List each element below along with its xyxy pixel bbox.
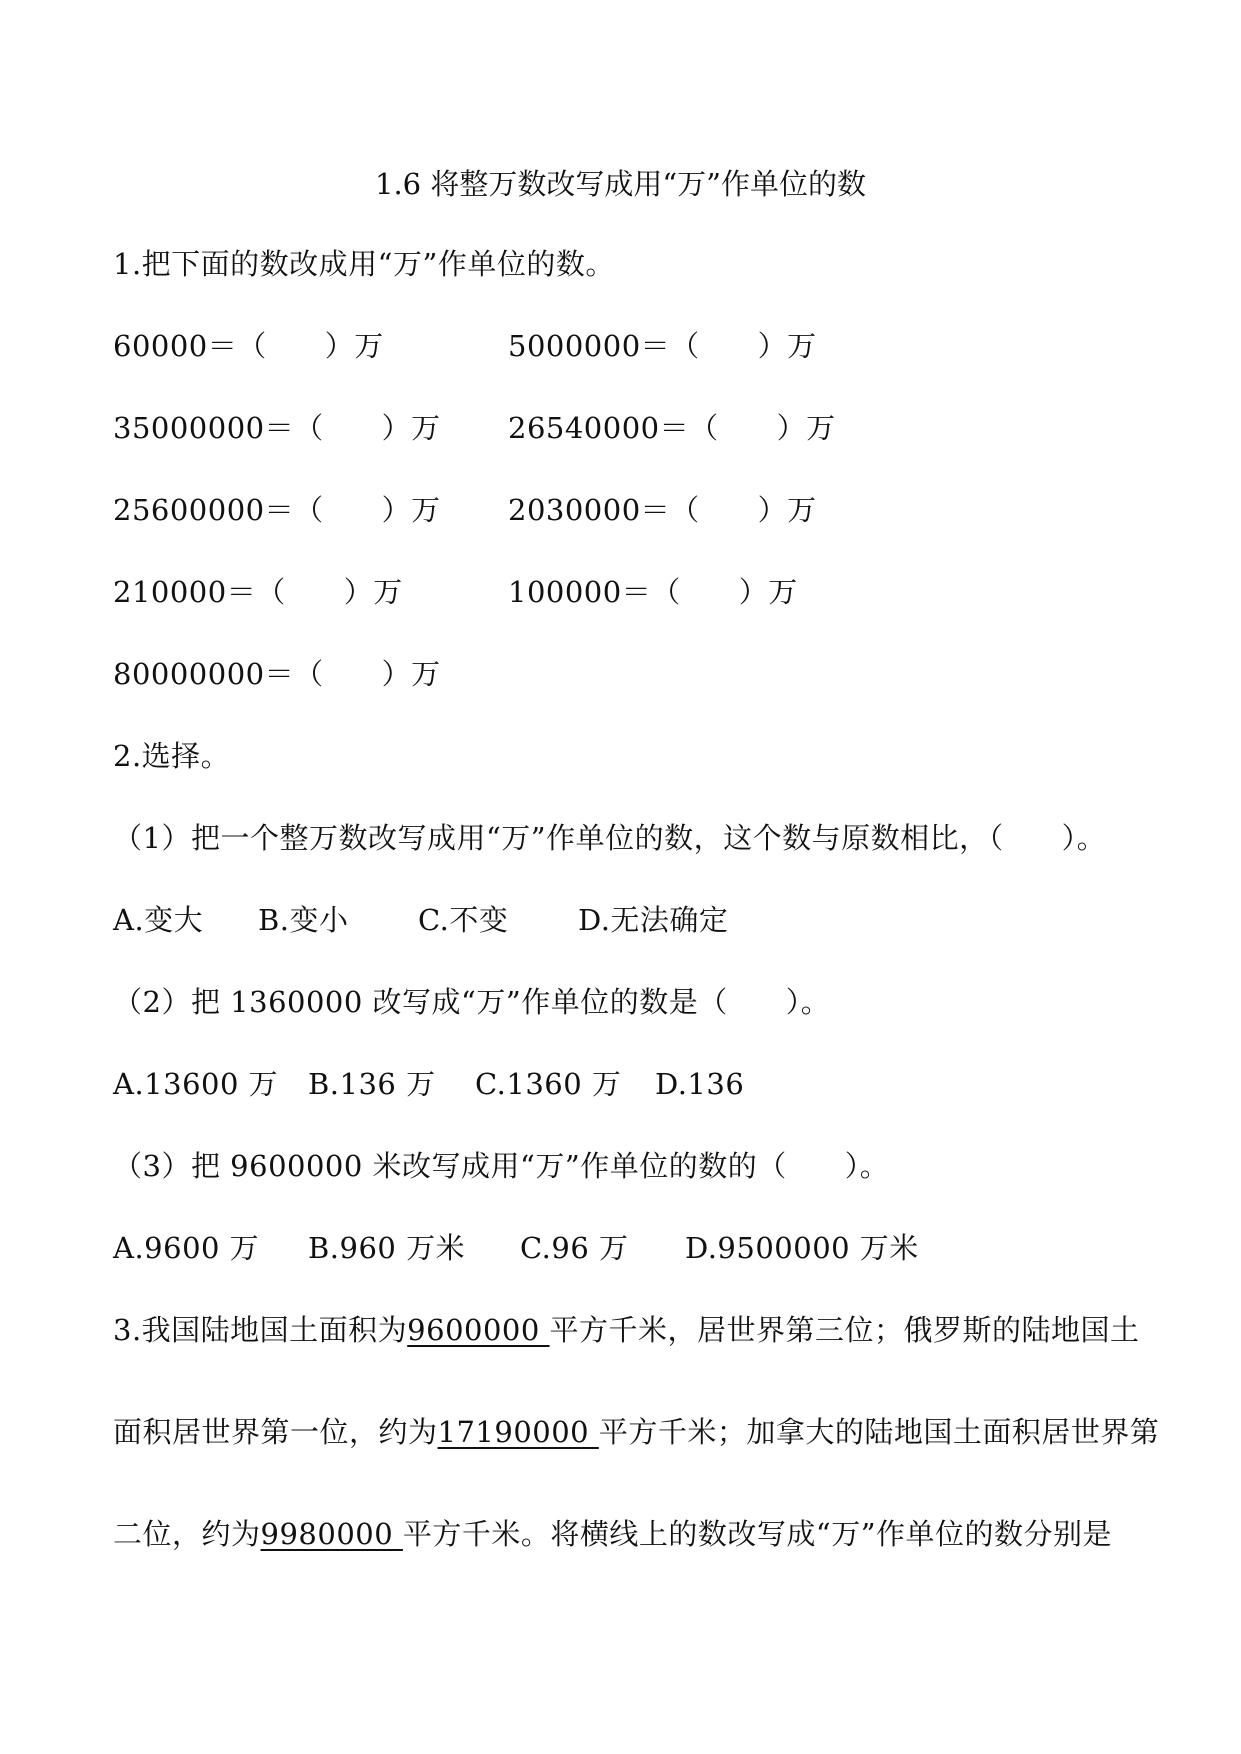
option-a[interactable]: A.13600 万 [113,1067,279,1101]
q1-row-4-left-end: ）万 [343,575,403,609]
q3-line-2 [113,1414,1159,1450]
q2-item-1-stem [113,820,1106,856]
option-b[interactable]: B.136 万 [308,1067,436,1101]
q1-row-4 [113,574,798,610]
q1-row-3-right [508,492,817,528]
option-b[interactable]: B.变小 [258,903,349,937]
q1-row-1-left: 60000＝（ [113,329,267,363]
q2-item-2-stem-text: （2）把 1360000 改写成“万”作单位的数是（ [113,985,728,1019]
option-c[interactable]: C.不变 [418,903,509,937]
q2-item-2-options [113,1066,744,1102]
underlined-number: 17190000 [437,1415,599,1449]
q2-item-3-stem-end: ）。 [844,1149,890,1183]
q1-row-3-right-end: ）万 [757,493,817,527]
q2-item-3-stem-text: （3）把 9600000 米改写成用“万”作单位的数的（ [113,1149,787,1183]
q2-item-2-stem-end: ）。 [785,985,831,1019]
q1-row-2-left-end: ）万 [381,411,441,445]
q1-row-5-left-end: ）万 [381,657,441,691]
underlined-number: 9980000 [260,1517,403,1551]
option-d[interactable]: D.136 [655,1067,745,1101]
q1-row-5 [113,656,441,692]
q3-line-1 [113,1312,1140,1348]
q1-row-3-right-text: 2030000＝（ [508,493,700,527]
option-a[interactable]: A.变大 [113,903,204,937]
q2-item-2-stem [113,984,830,1020]
q2-item-1-options [113,902,728,938]
q3-line-3 [113,1516,1112,1552]
q3-text: 3.我国陆地国土面积为 [113,1313,408,1347]
q1-row-1-left-end: ）万 [324,329,384,363]
q1-row-2 [113,410,836,446]
q2-item-3-options [113,1230,919,1266]
option-c[interactable]: C.96 万 [520,1231,629,1265]
q1-row-1-right-text: 5000000＝（ [508,329,700,363]
page-title: 1.6 将整万数改写成用“万”作单位的数 [375,167,866,201]
q2-item-3-stem [113,1148,889,1184]
q1-row-1 [113,328,817,364]
option-d[interactable]: D.9500000 万米 [685,1231,919,1265]
q3-text: 二位，约为 [113,1517,261,1551]
q2-heading: 2.选择。 [113,739,231,773]
q1-row-3 [113,492,817,528]
option-b[interactable]: B.960 万米 [308,1231,466,1265]
q3-text: 平方千米。将横线上的数改写成“万”作单位的数分别是 [402,1517,1113,1551]
q1-row-5-left: 80000000＝（ [113,657,324,691]
q1-row-2-right-end: ）万 [776,411,836,445]
option-d[interactable]: D.无法确定 [578,903,729,937]
option-c[interactable]: C.1360 万 [475,1067,622,1101]
q1-heading: 1.把下面的数改成用“万”作单位的数。 [113,247,615,281]
q1-row-1-right [508,328,817,364]
q1-row-2-right [508,410,836,446]
q2-item-1-stem-end: ）。 [1061,821,1107,855]
underlined-number: 9600000 [407,1313,550,1347]
q3-text: 平方千米，居世界第三位；俄罗斯的陆地国土 [549,1313,1140,1347]
q3-text: 面积居世界第一位，约为 [113,1415,438,1449]
q1-row-4-right [508,574,798,610]
q1-row-2-right-text: 26540000＝（ [508,411,719,445]
option-a[interactable]: A.9600 万 [113,1231,260,1265]
q1-row-3-left-end: ）万 [381,493,441,527]
q1-row-4-left: 210000＝（ [113,575,286,609]
q1-row-3-left: 25600000＝（ [113,493,324,527]
q3-text: 平方千米；加拿大的陆地国土面积居世界第 [598,1415,1160,1449]
q1-row-2-left: 35000000＝（ [113,411,324,445]
q2-item-1-stem-text: （1）把一个整万数改写成用“万”作单位的数，这个数与原数相比，（ [113,821,1004,855]
q1-row-4-right-text: 100000＝（ [508,575,681,609]
q1-row-1-right-end: ）万 [757,329,817,363]
q1-row-4-right-end: ）万 [738,575,798,609]
